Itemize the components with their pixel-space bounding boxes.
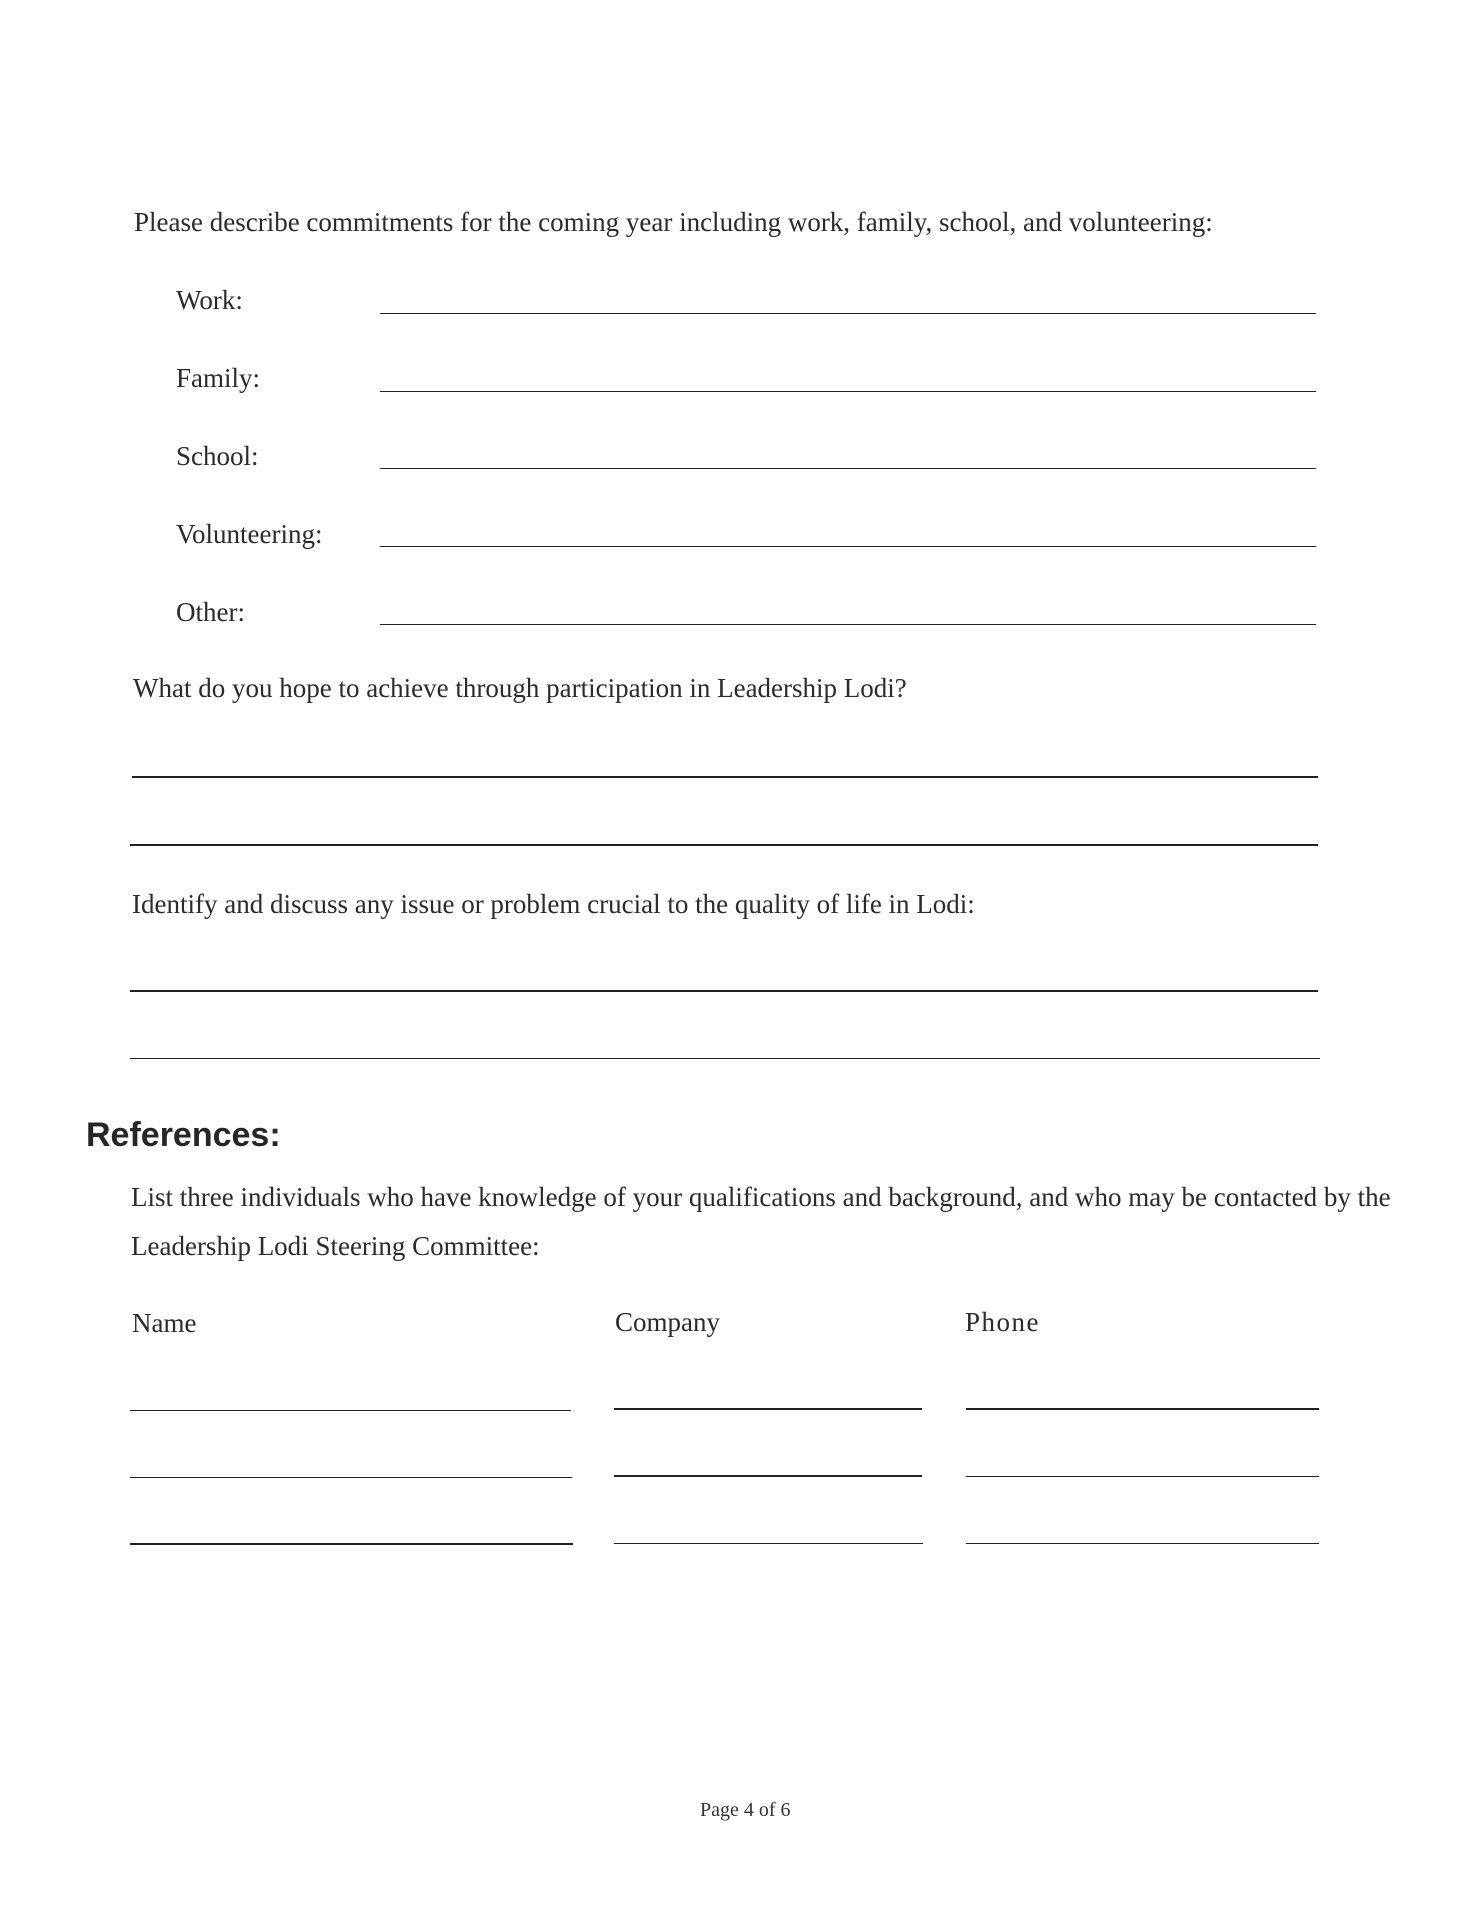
reference-1-name-line[interactable] [130,1410,571,1411]
phone-column-header: Phone [965,1307,1040,1337]
family-label: Family: [176,363,261,393]
work-answer-line[interactable] [380,313,1316,314]
school-answer-line[interactable] [380,468,1316,469]
company-column-header: Company [615,1307,720,1337]
references-heading: References: [86,1116,281,1154]
name-column-header: Name [132,1308,197,1338]
school-label: School: [176,441,259,471]
reference-1-phone-line[interactable] [966,1408,1319,1410]
other-label: Other: [176,597,245,627]
issue-answer-line-2[interactable] [130,1058,1320,1059]
achieve-question: What do you hope to achieve through participation in Leadership Lodi? [133,673,907,703]
page-number: Page 4 of 6 [700,1799,791,1821]
reference-3-phone-line[interactable] [966,1543,1319,1544]
reference-1-company-line[interactable] [614,1408,922,1410]
issue-question: Identify and discuss any issue or problem crucial to the quality of life in Lodi: [132,889,975,919]
volunteering-answer-line[interactable] [380,546,1316,547]
family-answer-line[interactable] [380,391,1316,392]
reference-2-phone-line[interactable] [966,1476,1319,1477]
achieve-answer-line-1[interactable] [132,776,1318,778]
reference-2-company-line[interactable] [614,1475,922,1477]
reference-3-name-line[interactable] [130,1543,573,1545]
references-instructions: List three individuals who have knowledge of your qualifications and background, and who may be contacted by the Leadership Lodi Steering Committee: [131,1182,1391,1261]
volunteering-label: Volunteering: [176,519,323,549]
work-label: Work: [176,285,243,315]
achieve-answer-line-2[interactable] [130,844,1318,846]
other-answer-line[interactable] [380,624,1316,625]
reference-2-name-line[interactable] [130,1477,572,1478]
reference-3-company-line[interactable] [614,1543,923,1544]
issue-answer-line-1[interactable] [130,990,1318,992]
commitments-prompt: Please describe commitments for the coming year including work, family, school, and volunteering: [134,207,1213,237]
